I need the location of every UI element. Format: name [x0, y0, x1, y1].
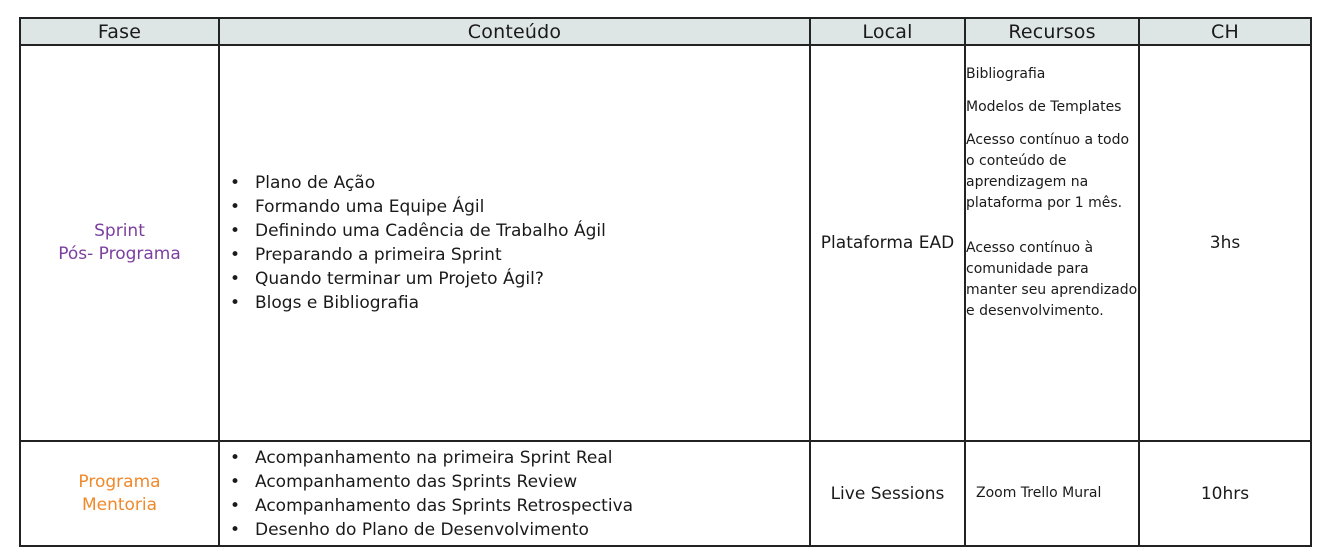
ch-cell: 10hrs — [1139, 441, 1311, 546]
recursos-cell — [965, 441, 1139, 546]
list-item — [228, 470, 809, 494]
fase-line: Pós- Programa — [58, 244, 181, 264]
bullet-icon: • — [229, 197, 241, 217]
fase-line: Mentoria — [81, 494, 158, 515]
list-item — [228, 291, 809, 315]
local-cell: Live Sessions — [810, 441, 965, 546]
list-item-text: Definindo uma Cadência de Trabalho Ágil — [255, 221, 606, 241]
bullet-icon: • — [229, 495, 241, 516]
recurso-item: Acesso contínuo a todo o conteúdo de aprendizagem na plataforma por 1 mês. — [966, 132, 1130, 211]
training-plan-table — [19, 17, 1312, 547]
bullet-icon: • — [229, 221, 241, 241]
recurso-item: Bibliografia — [966, 66, 1046, 82]
conteudo-cell — [219, 441, 810, 546]
list-item-text: Acompanhamento das Sprints Review — [255, 471, 578, 492]
recurso-item: Acesso contínuo à comunidade para manter seu aprendizado e desenvolvimento. — [966, 240, 1138, 319]
header-ch: CH — [1139, 18, 1311, 45]
bullet-icon: • — [229, 245, 241, 265]
fase-line: Programa — [78, 471, 161, 492]
conteudo-cell — [219, 45, 810, 441]
header-recursos: Recursos — [965, 18, 1139, 45]
list-item — [228, 219, 809, 243]
list-item — [228, 195, 809, 219]
list-item-text: Blogs e Bibliografia — [255, 293, 420, 313]
bullet-icon: • — [229, 269, 241, 289]
bullet-icon: • — [229, 293, 241, 313]
recursos-cell — [965, 45, 1139, 441]
recurso-item: Modelos de Templates — [966, 99, 1122, 115]
recurso-item: Zoom Trello Mural — [976, 485, 1102, 501]
table-row — [20, 441, 1311, 546]
list-item-text: Acompanhamento na primeira Sprint Real — [255, 447, 613, 468]
list-item — [228, 518, 809, 542]
bullet-icon: • — [229, 447, 241, 468]
list-item-text: Plano de Ação — [255, 173, 376, 193]
list-item — [228, 171, 809, 195]
list-item-text: Preparando a primeira Sprint — [255, 245, 502, 265]
local-cell: Plataforma EAD — [810, 45, 965, 441]
header-row — [20, 18, 1311, 45]
fase-cell — [20, 45, 219, 441]
list-item — [228, 267, 809, 291]
list-item-text: Quando terminar um Projeto Ágil? — [255, 269, 544, 289]
header-fase: Fase — [20, 18, 219, 45]
fase-cell — [20, 441, 219, 546]
list-item — [228, 494, 809, 518]
list-item — [228, 243, 809, 267]
table-row — [20, 45, 1311, 441]
header-local: Local — [810, 18, 965, 45]
bullet-icon: • — [229, 173, 241, 193]
list-item-text: Formando uma Equipe Ágil — [255, 197, 485, 217]
bullet-icon: • — [229, 519, 241, 540]
bullet-icon: • — [229, 471, 241, 492]
list-item-text: Acompanhamento das Sprints Retrospectiva — [255, 495, 634, 516]
conteudo-list — [220, 446, 809, 542]
ch-cell: 3hs — [1139, 45, 1311, 441]
header-conteudo: Conteúdo — [219, 18, 810, 45]
fase-line: Sprint — [94, 221, 145, 241]
list-item — [228, 446, 809, 470]
list-item-text: Desenho do Plano de Desenvolvimento — [255, 519, 589, 540]
conteudo-list — [220, 171, 809, 315]
